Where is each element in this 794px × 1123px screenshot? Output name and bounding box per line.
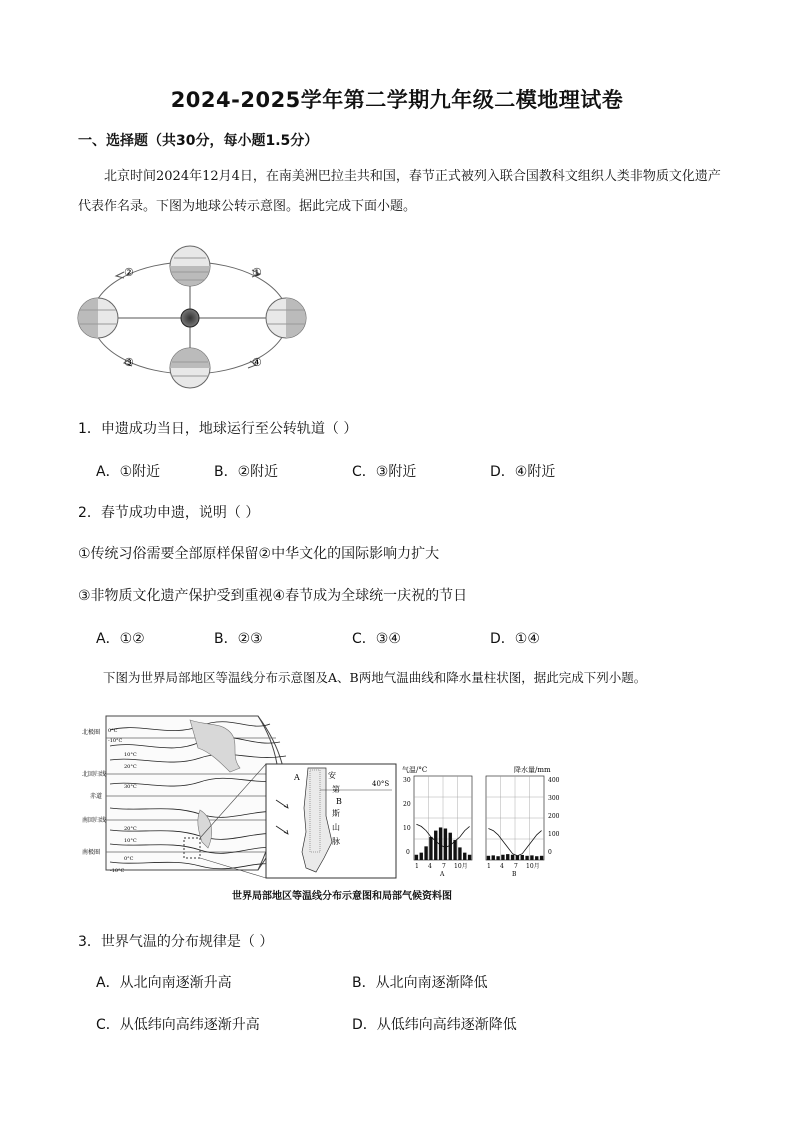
intro-paragraph-2: 下图为世界局部地区等温线分布示意图及A、B两地气温曲线和降水量柱状图，据此完成下列小题。 <box>103 670 647 685</box>
isotherm-label-9: -10°C <box>110 868 125 874</box>
climate-chart-b <box>486 776 544 860</box>
chart-a-precip-bar <box>439 827 442 860</box>
inset-label-40s: 40°S <box>372 780 390 788</box>
precip-tick-0: 0 <box>548 849 552 856</box>
chart-precip-axis-title: 降水量/mm <box>514 766 551 774</box>
q1-option-a[interactable]: A．①附近 <box>96 464 161 480</box>
inset-label-an: 安 <box>328 771 336 780</box>
chart-b-month-1: 1 <box>487 863 491 870</box>
isotherm-label-1: 0°C <box>108 728 118 734</box>
chart-a-month-10: 10月 <box>454 863 468 870</box>
earth-orbit-diagram <box>72 238 322 398</box>
chart-b-month-4: 4 <box>500 863 504 870</box>
climate-chart-a <box>414 776 472 860</box>
q2-option-c[interactable]: C．③④ <box>352 631 401 647</box>
lat-label-antarctic: 南极圈 <box>82 849 101 856</box>
chart-a-precip-bar <box>458 847 461 860</box>
isotherm-label-8: 0°C <box>124 856 134 862</box>
q3-option-c[interactable]: C．从低纬向高纬逐渐升高 <box>96 1017 260 1033</box>
isotherm-label-4: 20°C <box>124 764 137 770</box>
temp-tick-20: 20 <box>403 801 411 808</box>
chart-a-precip-bar <box>468 855 471 860</box>
chart-a-precip-bar <box>434 831 437 860</box>
inset-label-di: 第 <box>332 785 340 794</box>
chart-a-precip-bar <box>463 853 466 860</box>
precip-tick-300: 300 <box>548 795 560 802</box>
q1-option-c[interactable]: C．③附近 <box>352 464 417 480</box>
chart-a-precip-bar <box>420 853 423 860</box>
chart-b-month-7: 7 <box>514 863 518 870</box>
chart-a-precip-bar <box>429 837 432 860</box>
chart-a-precip-bar <box>444 829 447 861</box>
q3-option-b[interactable]: B．从北向南逐渐降低 <box>352 975 488 991</box>
intro-paragraph-1: 北京时间2024年12月4日，在南美洲巴拉圭共和国，春节正式被列入联合国教科文组织人类非物质文化遗产代表作名录。下图为地球公转示意图。据此完成下面小题。 <box>78 169 721 214</box>
chart-b-precip-bar <box>487 856 490 860</box>
chart-a-precip-bar <box>424 846 427 860</box>
chart-b-precip-bar <box>530 855 533 860</box>
chart-b-precip-bar <box>496 856 499 860</box>
isotherm-label-3: 10°C <box>124 752 137 758</box>
lat-label-tropic-cancer: 北回归线 <box>82 771 107 778</box>
chart-b-precip-bar <box>501 855 504 860</box>
inset-label-a: A <box>294 773 300 782</box>
precip-tick-200: 200 <box>548 813 560 820</box>
chart-a-precip-bar <box>415 855 418 860</box>
q1-option-b[interactable]: B．②附近 <box>214 464 279 480</box>
chart-a-precip-bar <box>449 833 452 860</box>
orbit-label-1: ① <box>252 266 262 279</box>
chart-b-label: B <box>512 871 517 878</box>
q1-option-d[interactable]: D．④附近 <box>490 464 556 480</box>
section-heading: 一、选择题（共30分，每小题1.5分） <box>78 133 319 149</box>
chart-b-precip-bar <box>521 855 524 860</box>
temp-tick-30: 30 <box>403 777 411 784</box>
world-isotherm-map <box>106 716 290 870</box>
q3-option-a[interactable]: A．从北向南逐渐升高 <box>96 975 232 991</box>
q2-option-b[interactable]: B．②③ <box>214 631 263 647</box>
q2-option-d[interactable]: D．①④ <box>490 631 540 647</box>
earth-left-icon <box>78 298 118 338</box>
earth-top-icon <box>170 246 210 286</box>
page-title: 2024-2025学年第二学期九年级二模地理试卷 <box>170 88 624 112</box>
isotherm-label-6: 20°C <box>124 826 137 832</box>
isotherm-label-7: 10°C <box>124 838 137 844</box>
orbit-label-2: ② <box>124 266 134 279</box>
temp-tick-0: 0 <box>406 849 410 856</box>
chart-temp-axis-title: 气温/°C <box>402 766 428 774</box>
isotherm-label-5: 30°C <box>124 784 137 790</box>
chart-b-precip-bar <box>506 854 509 860</box>
precip-tick-100: 100 <box>548 831 560 838</box>
chart-b-month-10: 10月 <box>526 863 540 870</box>
orbit-label-4: ④ <box>252 356 262 369</box>
q2-option-a[interactable]: A．①② <box>96 631 145 647</box>
temp-tick-10: 10 <box>403 825 411 832</box>
earth-right-icon <box>266 298 306 338</box>
isotherm-label-2: -10°C <box>108 738 123 744</box>
chart-b-precip-bar <box>511 855 514 860</box>
chart-a-precip-bar <box>453 840 456 860</box>
precip-tick-400: 400 <box>548 777 560 784</box>
earth-bottom-icon <box>170 348 210 388</box>
inset-label-si: 斯 <box>332 809 340 818</box>
chart-b-precip-bar <box>540 856 543 860</box>
chart-a-month-7: 7 <box>442 863 446 870</box>
inset-label-b: B <box>336 797 342 806</box>
lat-label-arctic: 北极圈 <box>82 729 101 736</box>
lat-label-tropic-capricorn: 南回归线 <box>82 817 107 824</box>
chart-a-month-4: 4 <box>428 863 432 870</box>
chart-a-label: A <box>440 871 445 878</box>
chart-b-precip-bar <box>492 855 495 860</box>
figure-caption: 世界局部地区等温线分布示意图和局部气候资料图 <box>232 891 452 902</box>
chart-a-month-1: 1 <box>415 863 419 870</box>
chart-b-precip-bar <box>525 856 528 860</box>
chart-b-precip-bar <box>535 856 538 860</box>
sun-icon <box>181 309 199 327</box>
q3-option-d[interactable]: D．从低纬向高纬逐渐降低 <box>352 1017 517 1033</box>
question-1-stem: 1．申遗成功当日，地球运行至公转轨道（ ） <box>78 421 358 437</box>
q2-statement-line-1: ①传统习俗需要全部原样保留②中华文化的国际影响力扩大 <box>78 546 440 562</box>
inset-label-shan: 山 <box>332 823 340 832</box>
lat-label-equator: 赤道 <box>90 793 103 800</box>
question-3-stem: 3．世界气温的分布规律是（ ） <box>78 934 274 950</box>
orbit-label-3: ③ <box>124 356 134 369</box>
isotherm-climate-figure <box>80 712 580 892</box>
question-2-stem: 2．春节成功申遗，说明（ ） <box>78 505 260 521</box>
inset-label-mai: 脉 <box>332 837 340 846</box>
q2-statement-line-2: ③非物质文化遗产保护受到重视④春节成为全球统一庆祝的节日 <box>78 588 468 604</box>
